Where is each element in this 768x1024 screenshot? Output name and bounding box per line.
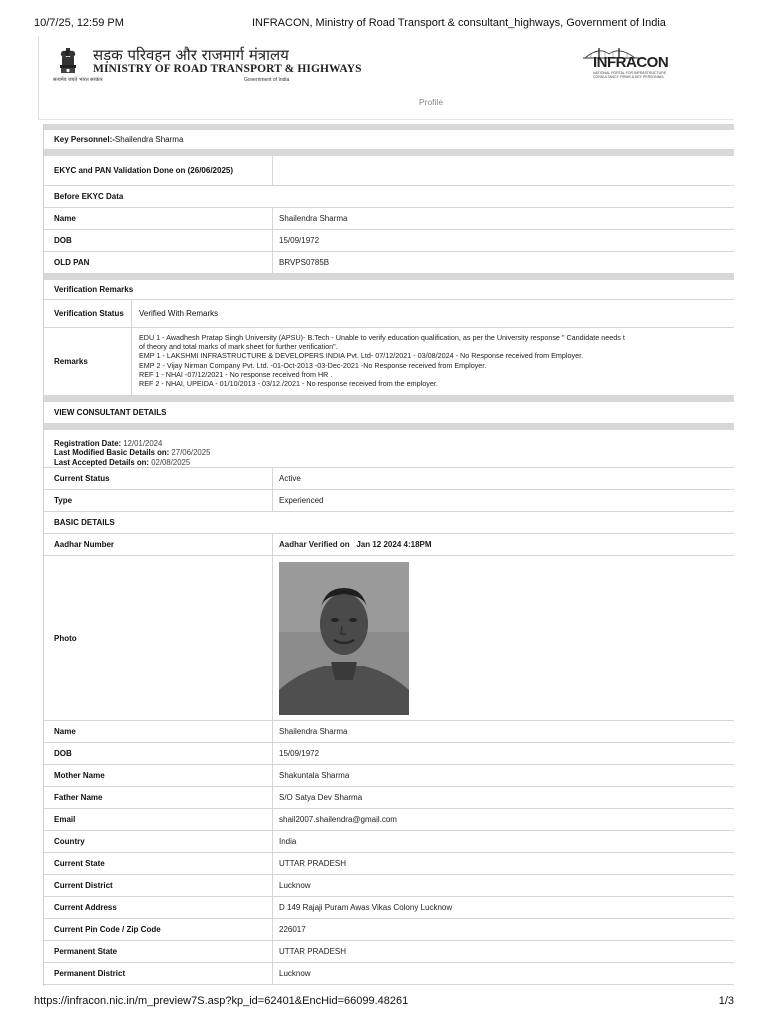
remark-line: of theory and total marks of mark sheet for further verification". — [139, 342, 338, 352]
current-status-value: Active — [279, 474, 301, 483]
profile-heading: Profile — [418, 97, 444, 107]
verification-status-value: Verified With Remarks — [139, 309, 219, 318]
current-status-label: Current Status — [54, 474, 110, 483]
infracon-logo[interactable] — [579, 46, 669, 82]
current-status-row — [44, 468, 734, 490]
row-label: Father Name — [54, 793, 103, 802]
row-label: DOB — [54, 749, 72, 758]
key-personnel-name: Shailendra Sharma — [114, 135, 184, 144]
verification-status-row — [44, 300, 734, 328]
before-ekyc-heading-row — [44, 186, 734, 208]
email-value[interactable]: shail2007.shailendra@gmail.com — [279, 815, 397, 824]
row-value: Shailendra Sharma — [279, 727, 348, 736]
remark-line: EMP 2 - Vijay Nirman Company Pvt. Ltd. -01-Oct-2013 -03-Dec-2021 -No Response received from Employer. — [139, 360, 487, 370]
print-page-title: INFRACON, Ministry of Road Transport & consultant_highways, Government of India — [252, 17, 666, 29]
aadhar-value: Aadhar Verified on Jan 12 2024 4:18PM — [279, 540, 432, 549]
government-of-india-caption: Government of India — [244, 77, 290, 83]
ministry-name-hindi: सड़क परिवहन और राजमार्ग मंत्रालय — [93, 46, 289, 64]
logo-subtitle: NATIONAL PORTAL FOR INFRASTRUCTURE CONSULTANCY FIRMS & KEY PERSONNEL — [593, 71, 667, 79]
verification-heading-row — [44, 280, 734, 300]
row-value: Lucknow — [279, 881, 311, 890]
national-emblem-icon — [57, 46, 79, 76]
photo-label: Photo — [54, 633, 77, 643]
print-datetime: 10/7/25, 12:59 PM — [34, 17, 124, 29]
verification-status-label: Verification Status — [54, 309, 124, 318]
row-label: Current State — [54, 859, 105, 868]
ministry-name-english: MINISTRY OF ROAD TRANSPORT & HIGHWAYS — [93, 63, 362, 75]
consultant-details-heading: VIEW CONSULTANT DETAILS — [54, 408, 167, 417]
remarks-row — [44, 328, 734, 396]
registration-info-row — [44, 430, 734, 468]
row-value: 226017 — [279, 925, 306, 934]
table-row — [44, 208, 734, 230]
row-value: S/O Satya Dev Sharma — [279, 793, 363, 802]
photo-row — [44, 556, 734, 721]
table-row — [44, 897, 734, 919]
ekyc-label: EKYC and PAN Validation Done on (26/06/2025) — [54, 165, 234, 175]
table-row — [44, 919, 734, 941]
table-row — [44, 743, 734, 765]
row-value: UTTAR PRADESH — [279, 859, 346, 868]
table-row — [44, 252, 734, 274]
remark-line: REF 2 - NHAI, UPEIDA - 01/10/2013 - 03/12./2021 - No response received from the employer. — [139, 379, 438, 389]
type-label: Type — [54, 496, 73, 505]
registration-info — [54, 439, 210, 467]
profile-content — [43, 124, 734, 986]
type-value: Experienced — [279, 496, 324, 505]
row-label: Permanent District — [54, 969, 126, 978]
verification-heading: Verification Remarks — [54, 285, 134, 294]
remarks-text — [139, 333, 734, 388]
row-label: Current Pin Code / Zip Code — [54, 925, 161, 934]
row-label: DOB — [54, 236, 72, 245]
ekyc-row — [44, 156, 734, 186]
last-modified-value: 27/06/2025 — [171, 448, 211, 458]
emblem-caption-2: भारत सरकार — [79, 77, 103, 83]
registration-date-label: Registration Date: — [54, 439, 122, 448]
table-row — [44, 765, 734, 787]
table-row — [44, 787, 734, 809]
row-label: Current Address — [54, 903, 117, 912]
print-url[interactable]: https://infracon.nic.in/m_preview7S.asp?kp_id=62401&EncHid=66099.48261 — [34, 995, 409, 1007]
key-personnel-label: Key Personnel:- — [54, 135, 115, 144]
site-banner — [38, 36, 734, 120]
row-value: India — [279, 837, 297, 846]
before-ekyc-heading: Before EKYC Data — [54, 192, 124, 201]
print-header — [34, 17, 734, 31]
last-accepted-label: Last Accepted Details on: — [54, 457, 150, 467]
profile-photo — [279, 562, 409, 715]
print-footer — [34, 995, 734, 1009]
type-row — [44, 490, 734, 512]
row-label: Permanent State — [54, 947, 118, 956]
table-row — [44, 230, 734, 252]
table-row — [44, 809, 734, 831]
basic-details-heading: BASIC DETAILS — [54, 518, 115, 527]
aadhar-row — [44, 534, 734, 556]
row-value: 15/09/1972 — [279, 749, 320, 758]
row-value: Shailendra Sharma — [279, 214, 348, 223]
row-value: BRVPS0785B — [279, 258, 330, 267]
registration-date-value: 12/01/2024 — [123, 439, 163, 448]
remarks-label: Remarks — [54, 357, 88, 366]
print-page-number: 1/3 — [718, 995, 734, 1007]
row-value: D 149 Rajaji Puram Awas Vikas Colony Lucknow — [279, 903, 453, 912]
table-row — [44, 875, 734, 897]
row-value: Shakuntala Sharma — [279, 771, 350, 780]
row-value: 15/09/1972 — [279, 236, 320, 245]
table-row — [44, 831, 734, 853]
table-row — [44, 853, 734, 875]
row-label: Current District — [54, 881, 113, 890]
row-label: Name — [54, 214, 76, 223]
logo-text: INFRACON — [593, 54, 669, 71]
row-label: Email — [54, 815, 76, 824]
row-value: UTTAR PRADESH — [279, 947, 346, 956]
row-label: Mother Name — [54, 771, 105, 780]
last-modified-label: Last Modified Basic Details on: — [54, 448, 170, 458]
remark-line: REF 1 - NHAI -07/12/2021 - No response received from HR . — [139, 369, 333, 379]
emblem-caption: सत्यमेव जयते — [53, 77, 78, 83]
basic-details-heading-row — [44, 512, 734, 534]
remark-line: EMP 1 - LAKSHMI INFRASTRUCTURE & DEVELOPERS INDIA Pvt. Ltd- 07/12/2021 - 03/08/2024 - No Response received from Employer. — [139, 351, 584, 361]
table-row — [44, 963, 734, 985]
row-label: OLD PAN — [54, 258, 90, 267]
table-row — [44, 941, 734, 963]
row-label: Name — [54, 727, 76, 736]
aadhar-label: Aadhar Number — [54, 540, 115, 549]
remark-line: EDU 1 - Awadhesh Pratap Singh University (APSU)- B.Tech - Unable to verify education qualification, as per the University response " Candidate needs t — [139, 333, 625, 342]
key-personnel-row — [44, 130, 734, 150]
consultant-heading-row — [44, 402, 734, 424]
last-accepted-value: 02/08/2025 — [151, 457, 191, 467]
row-label: Country — [54, 837, 85, 846]
table-row — [44, 721, 734, 743]
row-value: Lucknow — [279, 969, 311, 978]
